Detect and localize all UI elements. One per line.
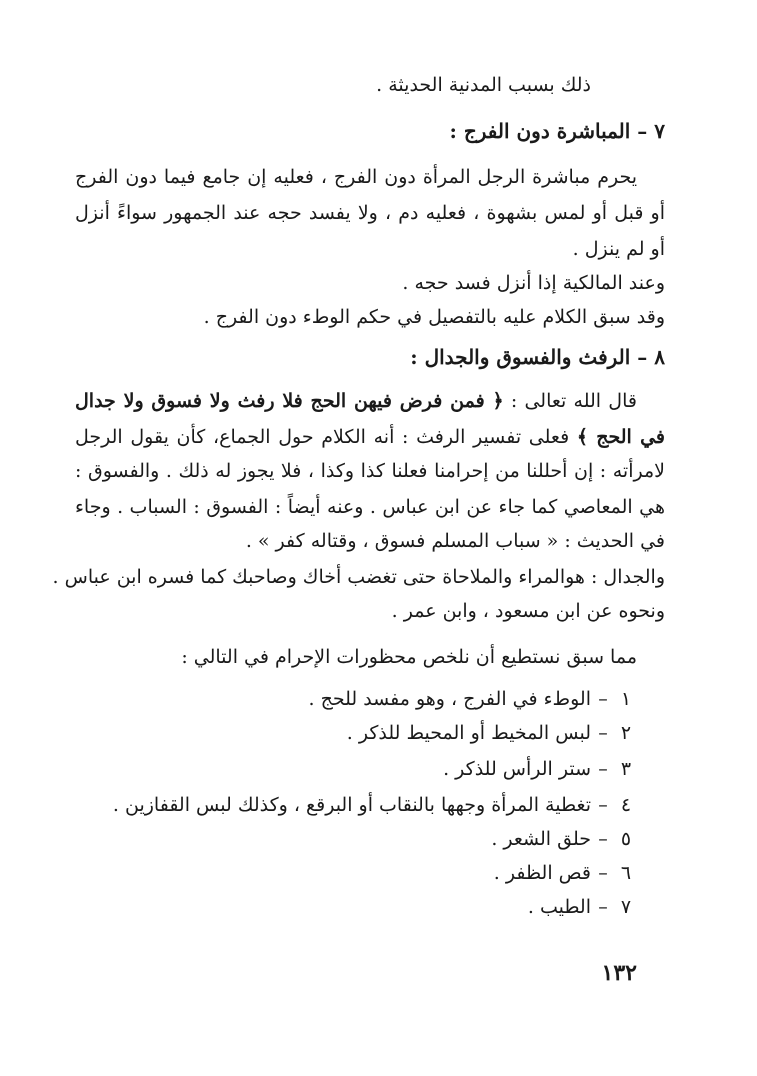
quran-quote: ﴿ فمن فرض فيهن الحج فلا رفث ولا فسوق ولا جدال: [75, 390, 504, 412]
paragraph-line: في الحديث : « سباب المسلم فسوق ، وقتاله كفر » .: [245, 530, 665, 552]
paragraph-line: والجدال : هوالمراء والملاحاة حتى تغضب أخاك وصاحبك كما فسره ابن عباس .: [52, 566, 665, 588]
paragraph-line: هي المعاصي كما جاء عن ابن عباس . وعنه أيضاً : الفسوق : السباب . وجاء: [75, 496, 665, 518]
paragraph-line: مما سبق نستطيع أن نلخص محظورات الإحرام في التالي :: [181, 646, 637, 668]
list-dash: –: [598, 794, 608, 816]
section-heading-7: ٧ – المباشرة دون الفرج :: [449, 119, 665, 143]
paragraph-line: أو لم ينزل .: [572, 238, 665, 260]
list-dash: –: [598, 722, 608, 744]
list-text: قص الظفر .: [493, 862, 591, 884]
list-dash: –: [598, 688, 608, 710]
list-number: ٣: [620, 758, 632, 780]
list-dash: –: [598, 896, 608, 918]
paragraph-line: [75, 424, 665, 450]
list-item: [157, 826, 637, 852]
list-number: ٤: [620, 794, 632, 816]
paragraph-line: أو قبل أو لمس بشهوة ، فعليه دم ، ولا يفسد حجه عند الجمهور سواءً أنزل: [75, 202, 665, 224]
list-number: ٦: [620, 862, 632, 884]
paragraph-line: وقد سبق الكلام عليه بالتفصيل في حكم الوطء دون الفرج .: [203, 306, 665, 328]
text-span: يحرم مباشرة الرجل المرأة دون الفرج ، فعليه إن جامع فيما دون الفرج: [75, 166, 637, 188]
list-number: ٧: [620, 896, 632, 918]
list-item: [112, 792, 637, 818]
quran-quote: في الحج ﴾: [576, 426, 665, 448]
list-text: ستر الرأس للذكر .: [443, 758, 591, 780]
text-span: قال الله تعالى :: [503, 390, 637, 412]
paragraph-line: [75, 388, 665, 414]
section-heading-8: ٨ – الرفث والفسوق والجدال :: [410, 345, 665, 369]
list-text: لبس المخيط أو المحيط للذكر .: [346, 722, 591, 744]
list-text: الطيب .: [527, 896, 591, 918]
list-item: [157, 894, 637, 920]
list-number: ٥: [620, 828, 632, 850]
list-item: [157, 686, 637, 712]
list-number: ١: [620, 688, 632, 710]
list-dash: –: [598, 758, 608, 780]
page-number: ١٣٢: [601, 960, 637, 986]
list-dash: –: [598, 828, 608, 850]
paragraph-line: ونحوه عن ابن مسعود ، وابن عمر .: [391, 600, 665, 622]
list-text: الوطء في الفرج ، وهو مفسد للحج .: [308, 688, 591, 710]
paragraph-line: وعند المالكية إذا أنزل فسد حجه .: [402, 272, 665, 294]
list-text: تغطية المرأة وجهها بالنقاب أو البرقع ، وكذلك لبس القفازين .: [112, 794, 591, 816]
list-number: ٢: [620, 722, 632, 744]
list-item: [157, 860, 637, 886]
paragraph-line: لامرأته : إن أحللنا من إحرامنا فعلنا كذا وكذا ، فلا يجوز له ذلك . والفسوق :: [75, 460, 665, 482]
text-span: فعلى تفسير الرفث : أنه الكلام حول الجماع، كأن يقول الرجل: [75, 426, 577, 448]
list-text: حلق الشعر .: [491, 828, 591, 850]
list-dash: –: [598, 862, 608, 884]
list-item: [157, 720, 637, 746]
text-line: ذلك بسبب المدنية الحديثة .: [376, 74, 591, 96]
paragraph-line: [75, 164, 665, 190]
list-item: [157, 756, 637, 782]
